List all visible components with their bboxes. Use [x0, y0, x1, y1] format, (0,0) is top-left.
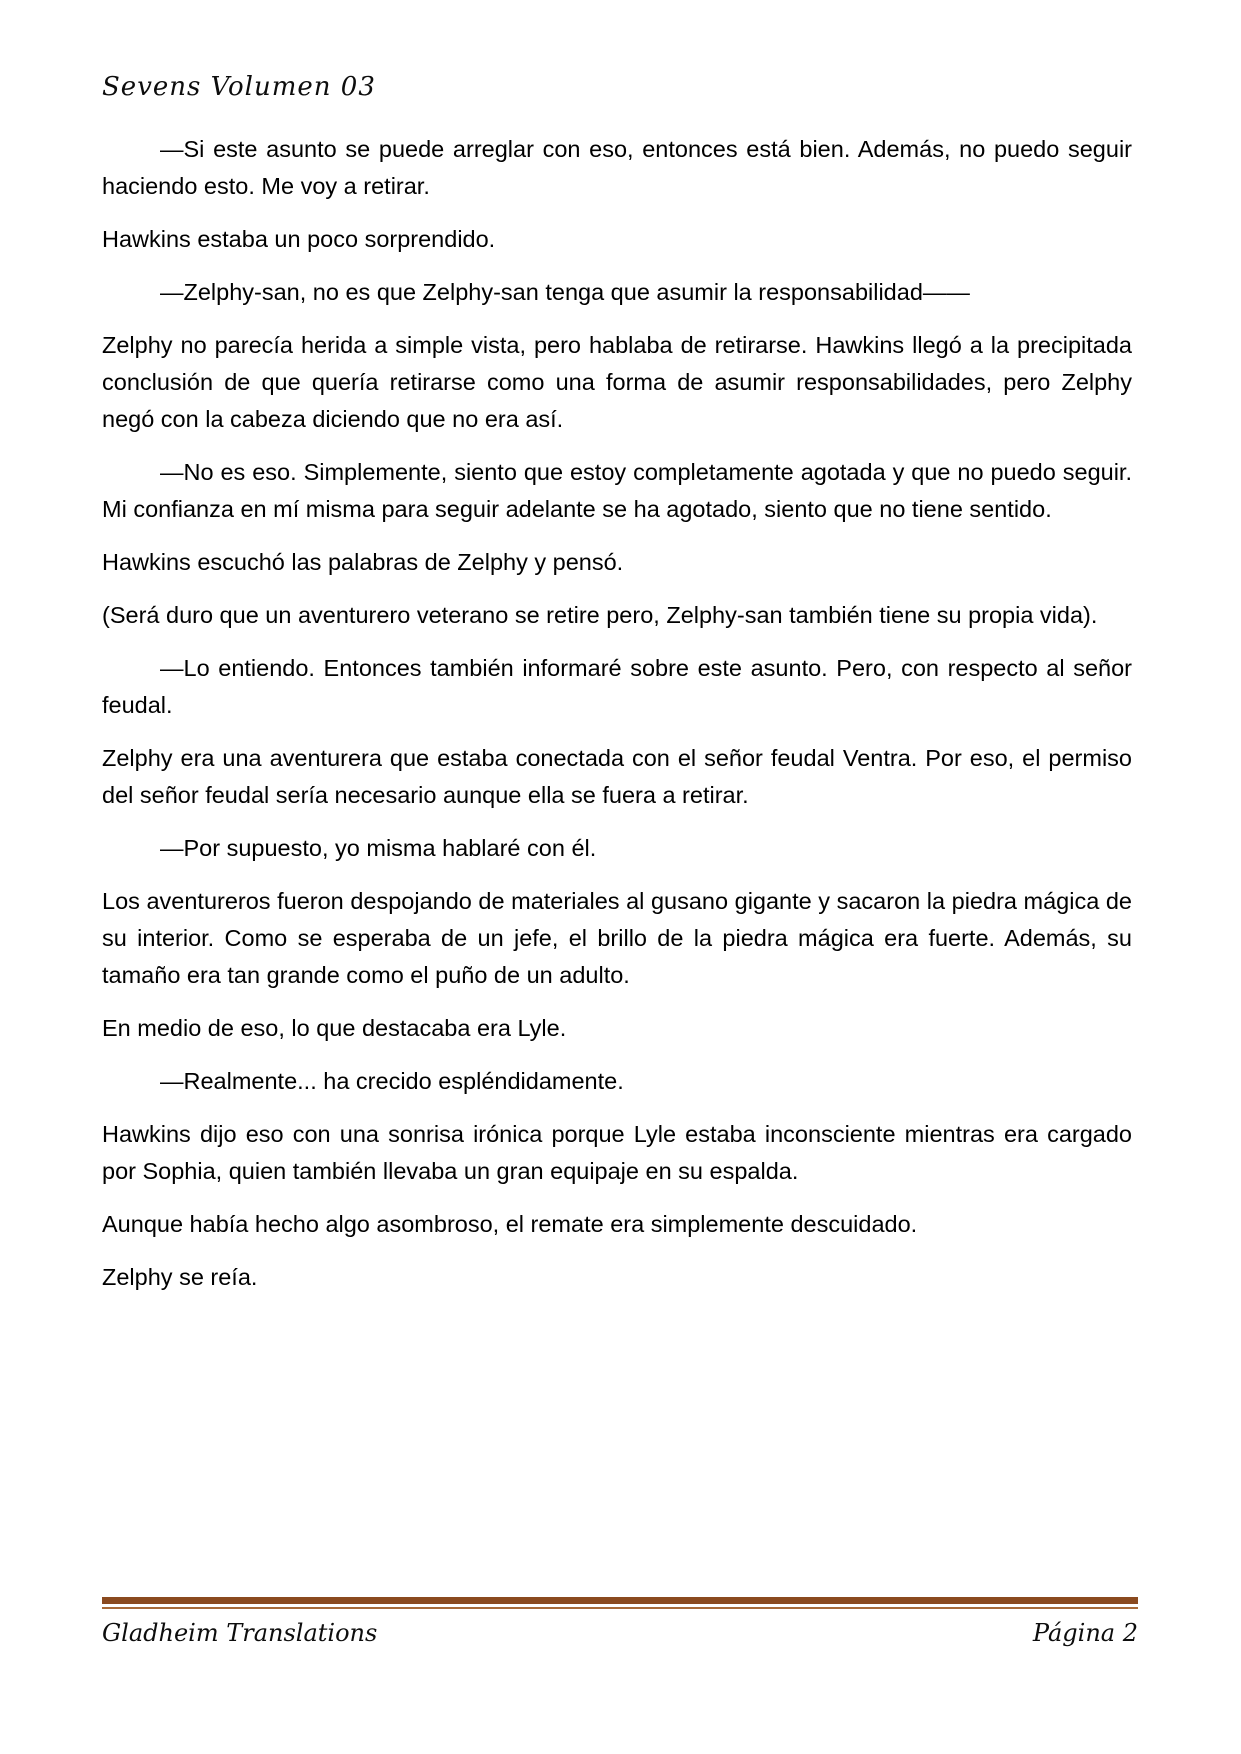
- paragraph-dialogue: —Si este asunto se puede arreglar con eso, entonces está bien. Además, no puedo seguir haciendo esto. Me voy a retirar.: [102, 136, 1132, 199]
- paragraph-narration: Hawkins estaba un poco sorprendido.: [102, 226, 496, 252]
- paragraph-narration: (Será duro que un aventurero veterano se retire pero, Zelphy-san también tiene su propia vida).: [102, 602, 1098, 628]
- paragraph-narration: Hawkins escuchó las palabras de Zelphy y pensó.: [102, 549, 624, 575]
- paragraph-narration: Los aventureros fueron despojando de materiales al gusano gigante y sacaron la piedra mágica de su interior. Como se esperaba de un jefe, el brillo de la piedra mágica era fuerte. Además, su tamaño era tan grande como el puño de un adulto.: [102, 888, 1132, 988]
- paragraph-narration: Zelphy no parecía herida a simple vista, pero hablaba de retirarse. Hawkins llegó a la precipitada conclusión de que quería retirarse como una forma de asumir responsabilidades, pero Zelphy negó con la cabeza diciendo que no era así.: [102, 332, 1132, 432]
- paragraph-dialogue: —Realmente... ha crecido espléndidamente.: [160, 1068, 624, 1094]
- paragraph-narration: Zelphy era una aventurera que estaba conectada con el señor feudal Ventra. Por eso, el permiso del señor feudal sería necesario aunque ella se fuera a retirar.: [102, 745, 1132, 808]
- paragraph-dialogue: —No es eso. Simplemente, siento que estoy completamente agotada y que no puedo seguir. Mi confianza en mí misma para seguir adelante se ha agotado, siento que no tiene sentido.: [102, 459, 1132, 522]
- footer-rule-thick: [102, 1597, 1138, 1604]
- paragraph-narration: En medio de eso, lo que destacaba era Lyle.: [102, 1015, 567, 1041]
- paragraph-dialogue: —Lo entiendo. Entonces también informaré sobre este asunto. Pero, con respecto al señor feudal.: [102, 655, 1132, 718]
- paragraph-dialogue: —Por supuesto, yo misma hablaré con él.: [160, 835, 597, 861]
- paragraph-narration: Aunque había hecho algo asombroso, el remate era simplemente descuidado.: [102, 1211, 918, 1237]
- page-header: [102, 72, 1138, 102]
- page-footer: [102, 1597, 1138, 1647]
- document-title: Sevens Volumen 03: [102, 72, 376, 102]
- footer-rule-thin: [102, 1607, 1138, 1609]
- footer-translator-credit: Gladheim Translations: [102, 1619, 378, 1647]
- paragraph-narration: Hawkins dijo eso con una sonrisa irónica porque Lyle estaba inconsciente mientras era cargado por Sophia, quien también llevaba un gran equipaje en su espalda.: [102, 1121, 1132, 1184]
- footer-page-number: Página 2: [1032, 1619, 1138, 1647]
- paragraph-narration: Zelphy se reía.: [102, 1264, 258, 1290]
- paragraph-dialogue: —Zelphy-san, no es que Zelphy-san tenga que asumir la responsabilidad——: [160, 279, 970, 305]
- document-body: [102, 131, 1132, 1312]
